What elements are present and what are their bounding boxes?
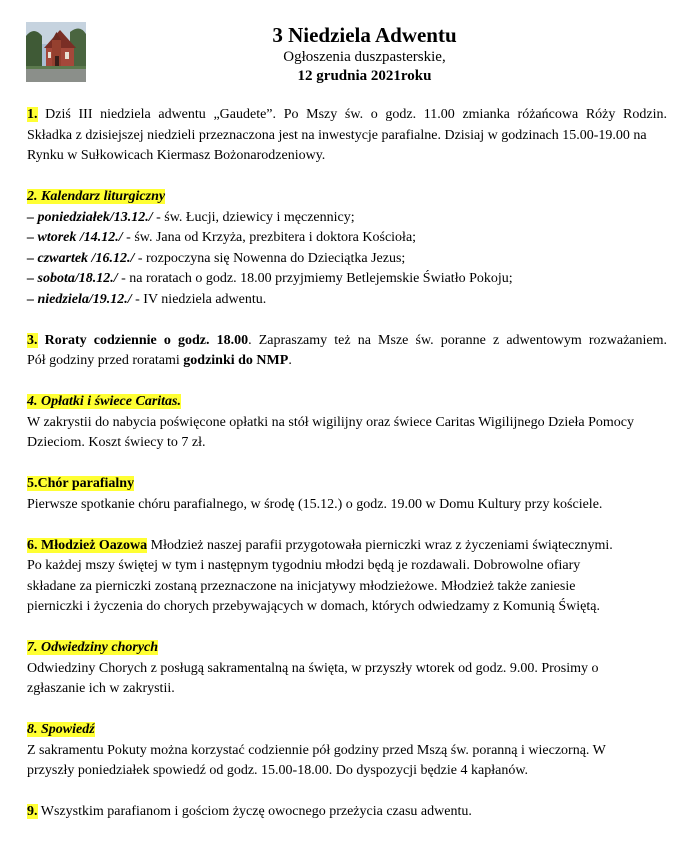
calendar-item bbox=[27, 249, 667, 270]
section-3-text: . Zapraszamy też na Msze św. poranne z adwentowym rozważaniem. bbox=[248, 332, 667, 348]
calendar-item bbox=[27, 269, 667, 290]
section-3-number: 3. bbox=[27, 332, 38, 348]
section-5-line: Pierwsze spotkanie chóru parafialnego, w środę (15.12.) o godz. 19.00 w Domu Kultury przy kościele. bbox=[27, 496, 603, 512]
bulletin-header bbox=[0, 22, 695, 86]
section-3-text: . bbox=[288, 353, 292, 368]
section-8-line: Z sakramentu Pokuty można korzystać codziennie pół godziny przed Mszą św. poranną i wieczorną. W bbox=[27, 742, 606, 758]
section-3-bold: Roraty codziennie o godz. 18.00 bbox=[44, 332, 249, 348]
section-1 bbox=[27, 105, 667, 167]
section-1-number: 1. bbox=[27, 107, 38, 122]
section-8 bbox=[27, 720, 667, 782]
section-9 bbox=[27, 802, 667, 823]
section-6-line bbox=[27, 536, 667, 557]
calendar-item bbox=[27, 290, 667, 311]
section-8-heading: 8. Spowiedź bbox=[27, 722, 95, 737]
calendar-text: - św. Łucji, dziewicy i męczennicy; bbox=[152, 209, 355, 225]
section-1-line: Składka z dzisiejszej niedzieli przeznaczona jest na inwestycje parafialne. Dzisiaj w godzinach 15.00-19.00 na bbox=[27, 127, 647, 143]
section-3 bbox=[27, 331, 667, 372]
section-6-text: Młodzież naszej parafii przygotowała pierniczki wraz z życzeniami świątecznymi. bbox=[147, 537, 613, 553]
section-3-line bbox=[27, 351, 667, 372]
page-date: 12 grudnia 2021roku bbox=[297, 68, 432, 84]
section-9-number: 9. bbox=[27, 804, 38, 819]
calendar-text: - IV niedziela adwentu. bbox=[131, 291, 267, 307]
section-4-heading: 4. Opłatki i świece Caritas. bbox=[27, 394, 181, 409]
calendar-day: – sobota/18.12./ bbox=[27, 271, 118, 286]
announcements bbox=[27, 105, 667, 843]
section-7 bbox=[27, 638, 667, 700]
calendar-day: – niedziela/19.12./ bbox=[27, 291, 132, 307]
calendar-day: – czwartek /16.12./ bbox=[27, 250, 135, 266]
section-3-bold: godzinki do NMP bbox=[183, 353, 289, 368]
section-1-text: Dziś III niedziela adwentu „Gaudete”. Po Mszy św. o godz. 11.00 zmianka różańcowa Róży Rodzin. bbox=[45, 107, 668, 122]
section-8-line: przyszły poniedziałek spowiedź od godz. 15.00-18.00. Do dyspozycji będzie 4 kapłanów. bbox=[27, 763, 529, 778]
calendar-day: – poniedziałek/13.12./ bbox=[27, 209, 153, 225]
section-3-text: Pół godziny przed roratami bbox=[27, 353, 184, 368]
calendar-day: – wtorek /14.12./ bbox=[27, 230, 123, 245]
page-subtitle: Ogłoszenia duszpasterskie, bbox=[283, 49, 446, 65]
section-5-heading: 5.Chór parafialny bbox=[27, 476, 135, 491]
section-1-line: Rynku w Sułkowicach Kiermasz Bożonarodzeniowy. bbox=[27, 148, 326, 163]
section-6-line: pierniczki i życzenia do chorych przebywających w domach, których odwiedzamy z Komunią Świętą. bbox=[27, 599, 601, 614]
section-5 bbox=[27, 474, 667, 515]
section-4-line: W zakrystii do nabycia poświęcone opłatki na stół wigilijny oraz świece Caritas Wigilijnego Dzieła Pomocy bbox=[27, 414, 634, 430]
section-1-line bbox=[27, 105, 667, 126]
section-4-line: Dzieciom. Koszt świecy to 7 zł. bbox=[27, 435, 206, 450]
calendar-text: - św. Jana od Krzyża, prezbitera i doktora Kościoła; bbox=[122, 230, 417, 245]
section-2-heading: 2. Kalendarz liturgiczny bbox=[27, 189, 166, 204]
section-6-line: składane za pierniczki zostaną przeznaczone na inicjatywy młodzieżowe. Młodzież także zaniesie bbox=[27, 578, 576, 594]
section-3-line bbox=[27, 331, 667, 352]
calendar-text: - na roratach o godz. 18.00 przyjmiemy Betlejemskie Światło Pokoju; bbox=[117, 271, 513, 286]
section-6 bbox=[27, 536, 667, 618]
section-7-line: zgłaszanie ich w zakrystii. bbox=[27, 681, 175, 696]
section-2 bbox=[27, 187, 667, 310]
section-6-line: Po każdej mszy świętej w tym i następnym tygodniu młodzi będą je rozdawali. Dobrowolne ofiary bbox=[27, 558, 581, 573]
calendar-item bbox=[27, 208, 667, 229]
page-title: 3 Niedziela Adwentu bbox=[272, 23, 457, 47]
section-7-heading: 7. Odwiedziny chorych bbox=[27, 640, 159, 655]
calendar-text: - rozpoczyna się Nowenna do Dzieciątka Jezus; bbox=[134, 250, 406, 266]
section-4 bbox=[27, 392, 667, 454]
section-6-heading: 6. Młodzież Oazowa bbox=[27, 537, 148, 553]
section-9-text: Wszystkim parafianom i gościom życzę owocnego przeżycia czasu adwentu. bbox=[37, 804, 472, 819]
section-7-line: Odwiedziny Chorych z posługą sakramentalną na święta, w przyszły wtorek od godz. 9.00. Prosimy o bbox=[27, 660, 599, 676]
calendar-item bbox=[27, 228, 667, 249]
section-9-line bbox=[27, 802, 667, 823]
